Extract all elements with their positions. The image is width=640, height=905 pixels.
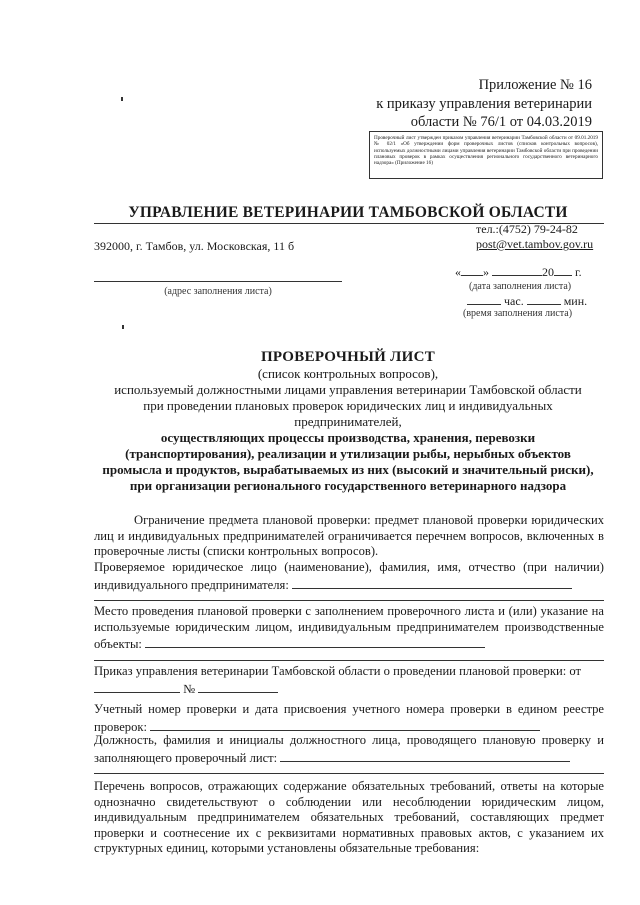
account-number-paragraph — [94, 702, 604, 735]
checklist-scope-line-1: осуществляющих процессы производства, хранения, перевозки — [160, 430, 536, 445]
account-number-fill[interactable] — [150, 718, 540, 731]
checklist-scope-line-2: (транспортирования), реализации и утилизации рыбы, нерыбных объектов — [125, 446, 571, 461]
approval-stamp-note: Проверочный лист утвержден приказом управления ветеринарии Тамбовской области от 09.01.2019 № 02/1 «Об утверждении форм проверочных листов (списков контрольных вопросов), используемых должностными лицами управления ветеринарии Тамбовской области при проведении плановых проверок в рамках осуществления регионального государственного ветеринарного надзора» (Приложение 16) — [369, 131, 603, 179]
time-caption: (время заполнения листа) — [463, 308, 573, 319]
inspection-limit-text: Ограничение предмета плановой проверки: предмет плановой проверки юридических лиц и индивидуальных предпринимателей ограничивается перечнем вопросов, включенных в проверочные листы (списки контрольных вопросов). — [94, 513, 604, 559]
account-number-label: Учетный номер проверки и дата присвоения учетного номера проверки в едином реестре проверок: — [94, 702, 604, 734]
inspection-place-label: Место проведения плановой проверки с заполнением проверочного листа и (или) указание на используемые юридическим лицом, индивидуальным предпринимателем производственные объекты: — [94, 604, 604, 652]
minute-fill-line[interactable] — [527, 293, 561, 305]
checklist-scope-line-3: промысла и продуктов, вырабатываемых из них (высокий и значительный риски), — [102, 462, 594, 477]
requirements-list-paragraph — [94, 779, 604, 857]
inspected-entity-label: Проверяемое юридическое лицо (наименование), фамилия, имя, отчество (при наличии) индивидуального предпринимателя: — [94, 560, 604, 592]
date-caption: (дата заполнения листа) — [469, 281, 572, 292]
inspection-order-paragraph — [94, 664, 604, 697]
checklist-desc-line-2: при проведении плановых проверок юридических лиц и индивидуальных — [143, 398, 553, 413]
order-number-fill[interactable] — [198, 680, 278, 693]
inspection-place-fill[interactable] — [145, 635, 485, 648]
address-fill-line[interactable] — [94, 281, 342, 282]
checklist-title: ПРОВЕРОЧНЫЙ ЛИСТ — [260, 349, 436, 365]
time-fill-row[interactable] — [467, 293, 587, 309]
checklist-subtitle: (список контрольных вопросов), — [257, 366, 439, 381]
org-address: 392000, г. Тамбов, ул. Московская, 11 б — [94, 239, 295, 253]
address-caption: (адрес заполнения листа) — [164, 286, 272, 297]
month-fill-line[interactable] — [492, 264, 542, 276]
date-fill-row[interactable] — [455, 264, 582, 280]
requirements-list-text: Перечень вопросов, отражающих содержание обязательных требований, ответы на которые однозначно свидетельствуют о соблюдении или несоблюдении юридическим лицом, индивидуальным предпринимателем обязательных требований, составляющих предмет проверки и соотнесение их с реквизитами нормативных правовых актов, с указанием их структурных единиц, которыми установлены обязательные требования: — [94, 779, 604, 856]
appendix-line-3: области № 76/1 от 04.03.2019 — [410, 114, 592, 130]
hour-label: час. — [504, 294, 524, 308]
hour-fill-line[interactable] — [467, 293, 501, 305]
appendix-line-1: Приложение № 16 — [478, 77, 592, 93]
year-fill-line[interactable] — [554, 264, 572, 276]
inspection-order-label: Приказ управления ветеринарии Тамбовской области о проведении плановой проверки: от — [94, 664, 581, 678]
checklist-desc-line-3: предпринимателей, — [294, 414, 402, 429]
inspector-label: Должность, фамилия и инициалы должностного лица, проводящего плановую проверку и заполняющего проверочный лист: — [94, 733, 604, 765]
inspection-limit-paragraph — [94, 513, 604, 560]
year-prefix: 20 — [542, 265, 554, 279]
scan-speck — [121, 97, 123, 101]
inspector-fill[interactable] — [280, 749, 570, 762]
day-fill-line[interactable] — [461, 264, 483, 276]
inspection-place-extra-line[interactable] — [94, 660, 604, 661]
checklist-desc-line-1: используемый должностными лицами управления ветеринарии Тамбовской области — [114, 382, 582, 397]
appendix-line-2: к приказу управления ветеринарии — [376, 96, 592, 112]
minute-label: мин. — [563, 294, 588, 308]
inspector-extra-line[interactable] — [94, 773, 604, 774]
inspected-entity-paragraph — [94, 560, 604, 593]
order-number-label: № — [183, 681, 196, 696]
year-suffix: г. — [575, 265, 582, 279]
inspected-entity-extra-line[interactable] — [94, 600, 604, 601]
date-open-quote: « — [455, 265, 461, 279]
org-title: УПРАВЛЕНИЕ ВЕТЕРИНАРИИ ТАМБОВСКОЙ ОБЛАСТИ — [128, 204, 568, 221]
date-close-quote: » — [483, 265, 489, 279]
org-email: post@vet.tambov.gov.ru — [476, 237, 594, 251]
checklist-scope-line-4: при организации регионального государственного ветеринарного надзора — [129, 478, 567, 493]
inspected-entity-fill[interactable] — [292, 576, 572, 589]
org-phone: тел.:(4752) 79-24-82 — [476, 222, 578, 236]
inspector-paragraph — [94, 733, 604, 766]
scan-speck — [122, 325, 124, 329]
inspection-place-paragraph — [94, 604, 604, 653]
order-date-fill[interactable] — [94, 680, 180, 693]
